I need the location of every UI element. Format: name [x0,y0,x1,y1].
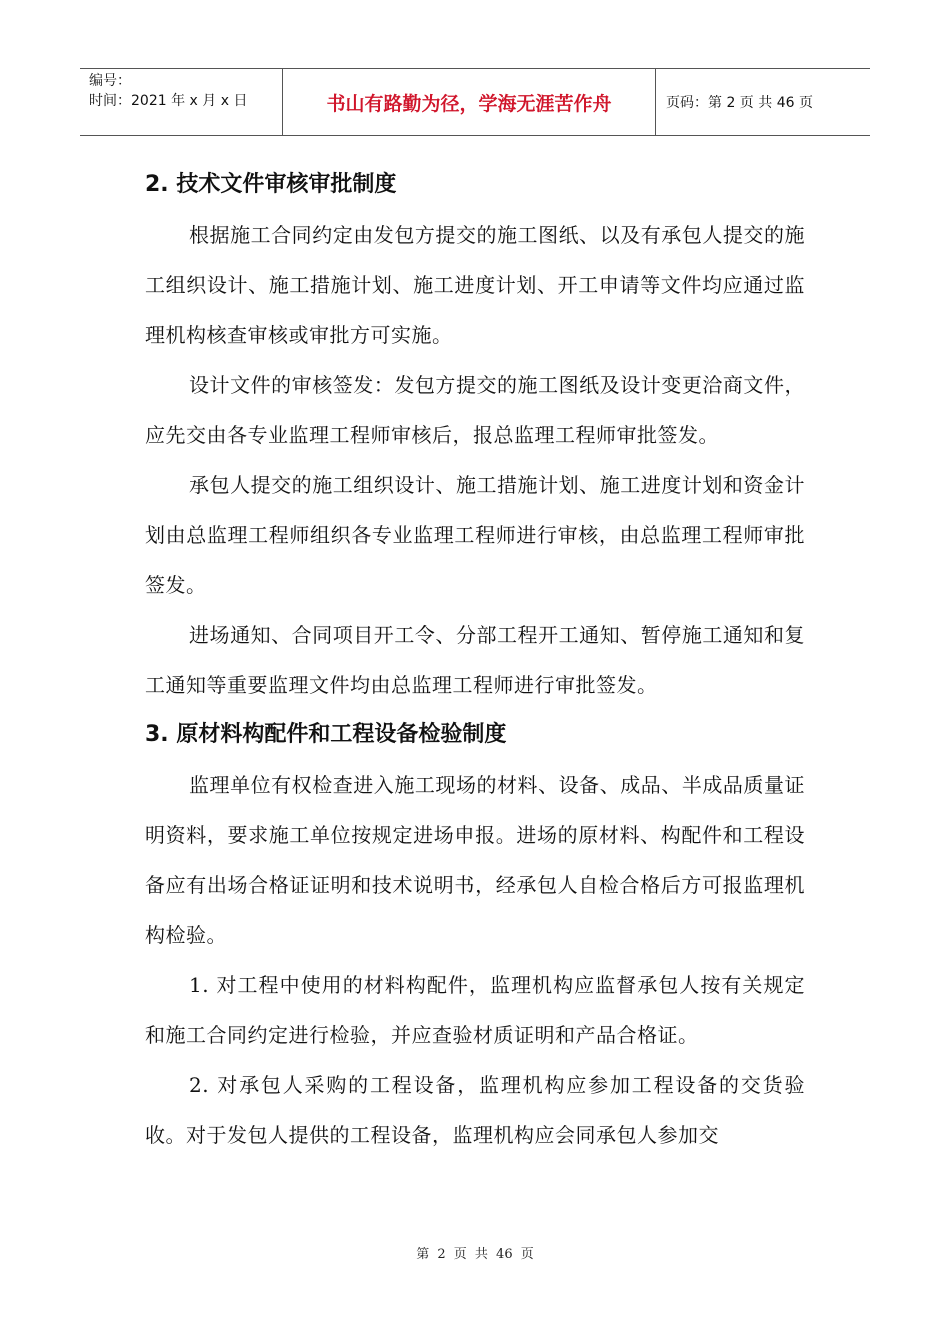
time-label: 时间：2021 年 x 月 x 日 [89,93,248,109]
document-body [145,160,805,1160]
section-heading: 2. 技术文件审核审批制度 [145,172,397,197]
paragraph: 1. 对工程中使用的材料构配件，监理机构应监督承包人按有关规定和施工合同约定进行检验，并应查验材质证明和产品合格证。 [145,973,805,1047]
header-motto: 书山有路勤为径，学海无涯苦作舟 [283,69,656,135]
page-footer: 第 2 页 共 46 页 [416,1247,534,1262]
paragraph: 进场通知、合同项目开工令、分部工程开工通知、暂停施工通知和复工通知等重要监理文件均由总监理工程师进行审批签发。 [145,623,805,697]
code-label: 编号： [89,73,131,89]
paragraph: 设计文件的审核签发：发包方提交的施工图纸及设计变更洽商文件，应先交由各专业监理工程师审核后，报总监理工程师审批签发。 [145,373,805,447]
header-page-info: 页码：第 2 页 共 46 页 [666,95,813,111]
paragraph: 根据施工合同约定由发包方提交的施工图纸、以及有承包人提交的施工组织设计、施工措施计划、施工进度计划、开工申请等文件均应通过监理机构核查审核或审批方可实施。 [145,223,805,347]
header-meta [80,69,283,135]
section-heading: 3. 原材料构配件和工程设备检验制度 [145,722,507,747]
page-header [80,68,870,136]
paragraph: 2. 对承包人采购的工程设备，监理机构应参加工程设备的交货验收。对于发包人提供的工程设备，监理机构应会同承包人参加交 [145,1073,805,1147]
paragraph: 承包人提交的施工组织设计、施工措施计划、施工进度计划和资金计划由总监理工程师组织各专业监理工程师进行审核，由总监理工程师审批签发。 [145,473,805,597]
paragraph: 监理单位有权检查进入施工现场的材料、设备、成品、半成品质量证明资料，要求施工单位按规定进场申报。进场的原材料、构配件和工程设备应有出场合格证证明和技术说明书，经承包人自检合格后方可报监理机构检验。 [145,773,805,947]
